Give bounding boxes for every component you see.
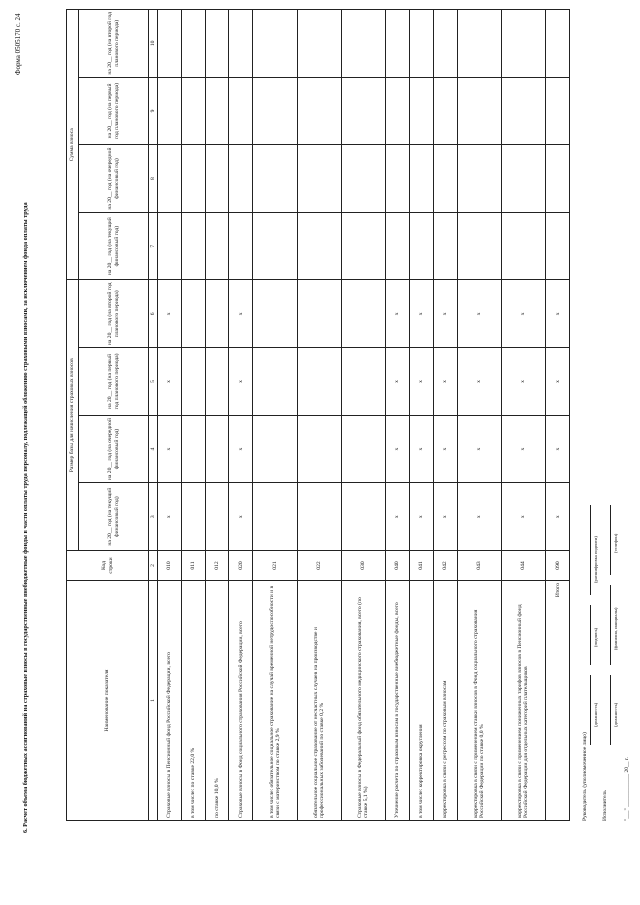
column-number: 1 (149, 581, 158, 821)
value-cell (297, 348, 341, 416)
value-cell: x (501, 483, 545, 551)
header-year-col: на 20__ год (на второй год планового периода) (79, 10, 149, 78)
header-year-col: на 20__ год (на первый год планового периода) (79, 77, 149, 145)
value-cell: x (546, 348, 570, 416)
value-cell (433, 145, 457, 213)
value-cell: x (409, 280, 433, 348)
signature-line (610, 585, 611, 665)
table-row (501, 10, 545, 821)
row-code: 011 (181, 551, 205, 581)
value-cell (386, 212, 410, 280)
signature-line (610, 675, 611, 745)
caption-decode: (расшифровка подписи) (593, 536, 598, 583)
value-cell (205, 483, 229, 551)
date-field: "___" ____________ 20__ г. (624, 757, 630, 821)
value-cell (181, 10, 205, 78)
value-cell: x (386, 348, 410, 416)
row-code: 042 (433, 551, 457, 581)
value-cell (205, 77, 229, 145)
row-name: корректировка в связи с регрессом по страховым взносам (433, 581, 457, 821)
caption-phone: (телефон) (613, 533, 618, 553)
value-cell (297, 145, 341, 213)
value-cell (158, 10, 182, 78)
value-cell (253, 415, 297, 483)
header-name: Наименование показателя (67, 581, 149, 821)
section-title: 6. Расчет объема бюджетных ассигнований на страховые взносы в государственные внебюджетные фонды в части оплаты труда персоналу, подлежащей обложению страховыми взносами, за исключением фонда оплаты труда (22, 202, 29, 833)
value-cell (546, 145, 570, 213)
value-cell (386, 77, 410, 145)
value-cell (205, 415, 229, 483)
value-cell (341, 10, 385, 78)
header-year-col: на 20__ год (на текущий финансовый год) (79, 483, 149, 551)
value-cell (297, 415, 341, 483)
value-cell: x (229, 280, 253, 348)
row-name: Уточнение расчета по страховым взносам в государственные внебюджетные фонды, всего (386, 581, 410, 821)
header-base-group: Размер базы для начисления страховых взносов (67, 280, 79, 551)
value-cell: x (386, 280, 410, 348)
value-cell (457, 77, 501, 145)
value-cell: x (386, 483, 410, 551)
row-name: Страховые взносы в Фонд социального страхования Российской Федерации, всего (229, 581, 253, 821)
value-cell (253, 348, 297, 416)
caption-position: (должность) (613, 702, 618, 727)
column-number: 3 (149, 483, 158, 551)
signature-line (590, 605, 591, 665)
value-cell (409, 77, 433, 145)
value-cell: x (229, 415, 253, 483)
value-cell (386, 10, 410, 78)
value-cell (253, 10, 297, 78)
caption-position: (должность) (593, 702, 598, 727)
column-number: 9 (149, 77, 158, 145)
value-cell: x (457, 483, 501, 551)
form-number: Форма 0505170 с. 24 (14, 13, 22, 75)
value-cell: x (229, 348, 253, 416)
value-cell (341, 483, 385, 551)
row-code: 020 (229, 551, 253, 581)
row-name: по ставке 10,0 % (205, 581, 229, 821)
row-code: 043 (457, 551, 501, 581)
value-cell (457, 10, 501, 78)
row-code: 021 (253, 551, 297, 581)
row-name: обязательное социальное страхование от несчастных случаев на производстве и профессиональных заболеваний по ставке 0,2 % (297, 581, 341, 821)
row-name: в том числе: корректировка округления (409, 581, 433, 821)
value-cell: x (457, 348, 501, 416)
value-cell (205, 212, 229, 280)
value-cell (253, 212, 297, 280)
table-row (433, 10, 457, 821)
value-cell: x (501, 348, 545, 416)
value-cell: x (433, 280, 457, 348)
value-cell: x (457, 280, 501, 348)
table-row (341, 10, 385, 821)
value-cell (158, 77, 182, 145)
header-year-col: на 20__ год (на текущий финансовый год) (79, 212, 149, 280)
total-code: 090 (546, 551, 570, 581)
value-cell (229, 10, 253, 78)
value-cell: x (158, 415, 182, 483)
value-cell: x (409, 483, 433, 551)
row-code: 030 (341, 551, 385, 581)
row-name: Страховые взносы в Пенсионный фонд Российской Федерации, всего (158, 581, 182, 821)
value-cell (158, 212, 182, 280)
row-code: 044 (501, 551, 545, 581)
head-signature-label: Руководитель (уполномоченное лицо) (582, 732, 588, 821)
column-number: 7 (149, 212, 158, 280)
total-label: Итого (546, 581, 570, 821)
value-cell (181, 77, 205, 145)
value-cell (341, 348, 385, 416)
table-row (409, 10, 433, 821)
table-row (457, 10, 501, 821)
value-cell (181, 212, 205, 280)
value-cell: x (433, 415, 457, 483)
value-cell (341, 77, 385, 145)
value-cell (501, 145, 545, 213)
value-cell (181, 415, 205, 483)
caption-signature: (подпись) (593, 627, 598, 647)
value-cell (205, 280, 229, 348)
value-cell (409, 212, 433, 280)
value-cell (253, 483, 297, 551)
row-code: 010 (158, 551, 182, 581)
value-cell: x (501, 280, 545, 348)
value-cell (386, 145, 410, 213)
value-cell (158, 145, 182, 213)
value-cell (409, 145, 433, 213)
column-number: 2 (149, 551, 158, 581)
row-name: Страховые взносы в Федеральный фонд обязательного медицинского страхования, всего (по ставке 5,1 %) (341, 581, 385, 821)
signature-line (590, 505, 591, 595)
value-cell (297, 77, 341, 145)
value-cell (341, 212, 385, 280)
value-cell (181, 145, 205, 213)
value-cell: x (409, 348, 433, 416)
table-row (205, 10, 229, 821)
value-cell (457, 212, 501, 280)
value-cell (253, 280, 297, 348)
value-cell: x (409, 415, 433, 483)
value-cell (433, 10, 457, 78)
value-cell (229, 145, 253, 213)
table-body (158, 10, 570, 821)
header-code: Код строки (67, 551, 149, 581)
column-number: 8 (149, 145, 158, 213)
value-cell (205, 145, 229, 213)
value-cell (546, 77, 570, 145)
value-cell (181, 280, 205, 348)
value-cell (546, 10, 570, 78)
value-cell: x (158, 348, 182, 416)
value-cell (501, 212, 545, 280)
value-cell (501, 77, 545, 145)
value-cell (501, 10, 545, 78)
value-cell: x (501, 415, 545, 483)
value-cell (181, 348, 205, 416)
value-cell (253, 77, 297, 145)
caption-fio: (фамилия, инициалы) (613, 607, 618, 650)
table-row (158, 10, 182, 821)
total-row (546, 10, 570, 821)
value-cell: x (433, 348, 457, 416)
row-name: в том числе: обязательное социальное страхование на случай временной нетрудоспособности и в связи с материнством по ставке 2,9 % (253, 581, 297, 821)
value-cell (297, 10, 341, 78)
signature-line (590, 675, 591, 745)
value-cell (205, 348, 229, 416)
value-cell (341, 280, 385, 348)
value-cell: x (546, 483, 570, 551)
header-sum-group: Сумма взноса (67, 10, 79, 281)
value-cell (253, 145, 297, 213)
row-code: 041 (409, 551, 433, 581)
value-cell: x (158, 280, 182, 348)
value-cell (341, 145, 385, 213)
value-cell (229, 77, 253, 145)
column-number: 4 (149, 415, 158, 483)
value-cell: x (546, 280, 570, 348)
calculation-table (66, 9, 570, 821)
row-name: корректировка в связи с применением ставки взносов в Фонд социального страхования Российской Федерации по ставке 0,0 % (457, 581, 501, 821)
value-cell (297, 212, 341, 280)
value-cell: x (433, 483, 457, 551)
value-cell: x (546, 415, 570, 483)
value-cell (297, 280, 341, 348)
header-year-col: на 20__ год (на очередной финансовый год) (79, 145, 149, 213)
value-cell (457, 145, 501, 213)
row-code: 022 (297, 551, 341, 581)
value-cell (409, 10, 433, 78)
header-year-col: на 20__ год (на второй год планового периода) (79, 280, 149, 348)
table-row (297, 10, 341, 821)
column-number: 6 (149, 280, 158, 348)
value-cell (229, 212, 253, 280)
row-name: корректировка в связи с применением пониженных тарифов взносов в Пенсионный фонд Российской Федерации для отдельных категорий плательщиков (501, 581, 545, 821)
value-cell (205, 10, 229, 78)
value-cell (297, 483, 341, 551)
row-name: в том числе: по ставке 22,0 % (181, 581, 205, 821)
value-cell (546, 212, 570, 280)
value-cell: x (457, 415, 501, 483)
column-number: 10 (149, 10, 158, 78)
row-code: 012 (205, 551, 229, 581)
header-year-col: на 20__ год (на очередной финансовый год) (79, 415, 149, 483)
table-row (181, 10, 205, 821)
value-cell (433, 212, 457, 280)
value-cell: x (386, 415, 410, 483)
executor-label: Исполнитель (602, 790, 608, 821)
table-row (229, 10, 253, 821)
signature-line (610, 505, 611, 575)
value-cell: x (229, 483, 253, 551)
value-cell (433, 77, 457, 145)
table-row (386, 10, 410, 821)
column-number: 5 (149, 348, 158, 416)
value-cell: x (158, 483, 182, 551)
row-code: 040 (386, 551, 410, 581)
table-row (253, 10, 297, 821)
value-cell (341, 415, 385, 483)
value-cell (181, 483, 205, 551)
header-year-col: на 20__ год (на первый год планового периода) (79, 348, 149, 416)
